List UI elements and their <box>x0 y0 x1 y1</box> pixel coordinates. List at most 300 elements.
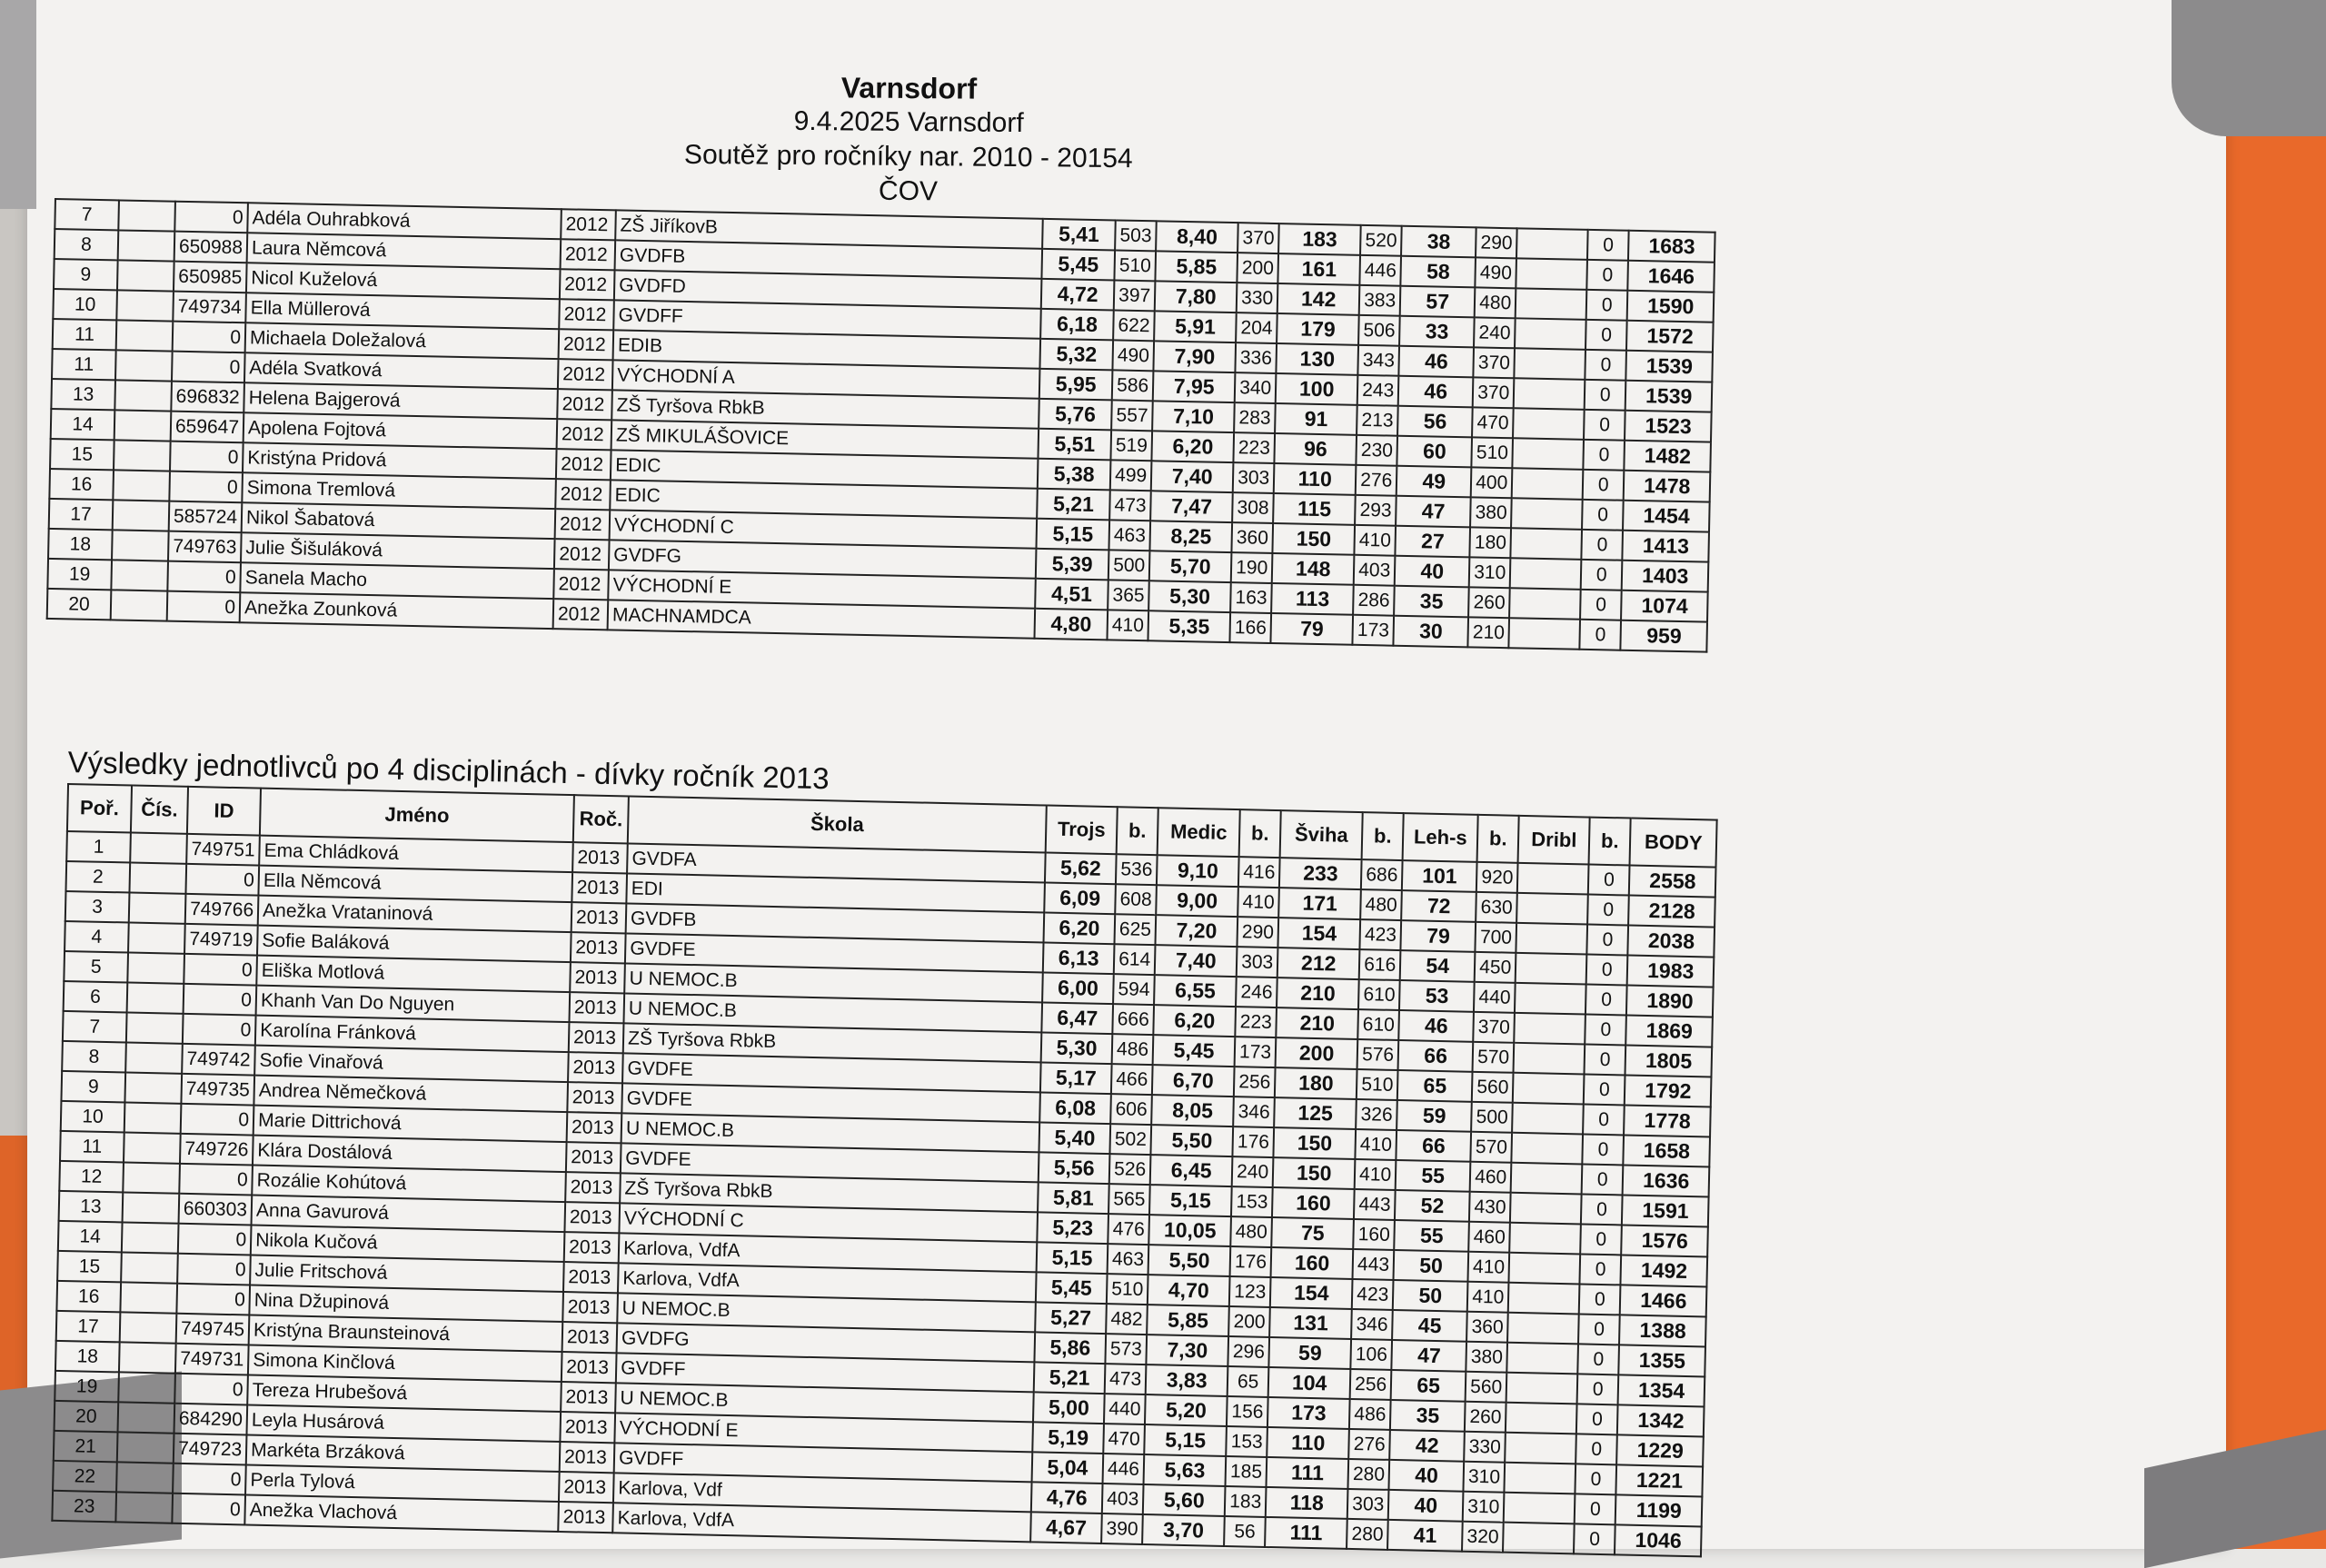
dribl-points-cell: 0 <box>1587 895 1629 926</box>
trojs-cell: 4,80 <box>1035 609 1108 640</box>
school-cell: U NEMOC.B <box>617 1293 1036 1332</box>
lehs-points-cell: 400 <box>1471 467 1513 498</box>
trojs-points-cell: 594 <box>1113 974 1155 1005</box>
id-cell: 749723 <box>174 1434 247 1465</box>
trojs-cell: 5,56 <box>1039 1152 1110 1184</box>
lehs-cell: 66 <box>1397 1130 1472 1162</box>
school-cell: Karlova, VdfA <box>619 1233 1038 1272</box>
rank-cell: 18 <box>48 529 113 560</box>
lehs-cell: 35 <box>1390 1400 1466 1432</box>
name-cell: Anežka Zounková <box>240 592 554 629</box>
sviha-points-cell: 423 <box>1352 1279 1394 1310</box>
medic-cell: 7,30 <box>1147 1335 1229 1366</box>
lehs-points-cell: 920 <box>1476 862 1518 893</box>
name-cell: Adéla Svatková <box>244 352 559 389</box>
school-cell: EDIC <box>610 480 1038 518</box>
id-cell: 0 <box>183 1014 256 1046</box>
dribl-cell <box>1511 528 1583 560</box>
id-cell: 749731 <box>175 1344 249 1375</box>
sviha-cell: 154 <box>1278 918 1361 949</box>
number-cell <box>120 1312 177 1343</box>
medic-points-cell: 153 <box>1231 1186 1273 1217</box>
total-points-cell: 1478 <box>1624 471 1711 502</box>
sviha-cell: 130 <box>1277 343 1359 375</box>
name-cell: Kristýna Braunsteinová <box>249 1315 563 1353</box>
results-table-2012 <box>46 198 1716 653</box>
lehs-cell: 58 <box>1401 256 1476 288</box>
trojs-header: Trojs <box>1046 806 1118 855</box>
header-date-place: 9.4.2025 Varnsdorf <box>793 105 1024 139</box>
lehs-points-cell: 480 <box>1475 287 1516 318</box>
id-cell: 0 <box>174 1374 248 1405</box>
id-cell: 696832 <box>171 382 244 413</box>
trojs-cell: 6,00 <box>1042 972 1114 1004</box>
trojs-points-cell: 476 <box>1108 1214 1149 1245</box>
trojs-points-cell: 606 <box>1110 1094 1152 1125</box>
dribl-cell <box>1503 1523 1575 1554</box>
medic-cell: 7,95 <box>1153 371 1236 402</box>
id-cell: 0 <box>172 352 245 383</box>
rank-cell: 11 <box>53 319 117 350</box>
medic-cell: 6,20 <box>1152 431 1235 462</box>
lehs-cell: 55 <box>1396 1160 1471 1192</box>
sviha-cell: 104 <box>1268 1367 1351 1399</box>
trojs-points-cell: 586 <box>1112 370 1154 401</box>
name-cell: Sofie Baláková <box>257 926 572 963</box>
medic-points-cell: 330 <box>1237 283 1278 313</box>
medic-points-cell: 176 <box>1233 1126 1275 1157</box>
medic-points-cell: 303 <box>1233 462 1275 493</box>
trojs-cell: 5,86 <box>1035 1332 1107 1364</box>
lehs-points-cell: 210 <box>1468 617 1510 648</box>
sviha-points-cell: 616 <box>1359 949 1401 980</box>
total-points-cell: 1890 <box>1626 985 1714 1017</box>
dribl-cell <box>1513 408 1585 440</box>
number-cell <box>122 1222 179 1253</box>
medic-points-cell: 166 <box>1230 612 1272 643</box>
trojs-cell: 5,04 <box>1032 1452 1104 1484</box>
header-competition: Soutěž pro ročníky nar. 2010 - 20154 <box>683 139 1133 174</box>
dribl-points-cell: 0 <box>1587 925 1629 956</box>
sviha-cell: 59 <box>1269 1337 1352 1369</box>
lehs-cell: 27 <box>1396 526 1471 558</box>
dribl-points-cell: 0 <box>1584 1074 1625 1105</box>
sviha-cell: 160 <box>1272 1187 1355 1219</box>
id-cell: 0 <box>167 591 241 623</box>
total-points-cell: 1403 <box>1622 561 1709 592</box>
trojs-points-cell: 486 <box>1112 1034 1154 1065</box>
lehs-points-cell: 460 <box>1470 1162 1512 1193</box>
lehs-cell: 50 <box>1393 1280 1468 1312</box>
lehs-cell: 59 <box>1397 1100 1472 1132</box>
medic-cell: 5,45 <box>1153 1035 1236 1067</box>
sviha-points-cell: 510 <box>1357 1069 1398 1100</box>
trojs-cell: 5,30 <box>1041 1032 1113 1064</box>
sheet-header <box>590 68 1227 212</box>
trojs-cell: 5,45 <box>1036 1272 1108 1304</box>
name-cell: Laura Němcová <box>247 233 562 269</box>
lehs-points-cell: 500 <box>1471 1102 1513 1133</box>
trojs-points-cell: 365 <box>1108 580 1149 610</box>
name-cell: Ella Němcová <box>259 866 573 903</box>
sviha-points-cell: 410 <box>1355 525 1397 556</box>
dribl-points-cell: 0 <box>1585 1015 1626 1046</box>
number-cell <box>113 470 170 501</box>
number-cell <box>128 923 185 954</box>
trojs-points-header: b. <box>1117 807 1158 855</box>
sviha-cell: 148 <box>1272 553 1355 585</box>
dribl-cell <box>1516 893 1588 925</box>
id-cell: 0 <box>184 954 257 986</box>
year-cell: 2013 <box>567 1082 622 1113</box>
sviha-points-cell: 410 <box>1356 1129 1397 1160</box>
rank-cell: 13 <box>59 1191 124 1223</box>
sviha-points-cell: 443 <box>1353 1249 1395 1280</box>
dribl-cell <box>1513 1073 1585 1105</box>
name-cell: Nikol Šabatová <box>242 502 556 539</box>
dribl-cell <box>1516 228 1588 260</box>
medic-cell: 5,63 <box>1144 1454 1227 1486</box>
sviha-cell: 79 <box>1271 613 1354 645</box>
dribl-points-cell: 0 <box>1580 1224 1622 1255</box>
trojs-points-cell: 502 <box>1110 1124 1152 1155</box>
sviha-points-cell: 280 <box>1347 1519 1388 1550</box>
sviha-points-cell: 173 <box>1353 615 1395 646</box>
rank-cell: 20 <box>47 589 112 620</box>
medic-points-cell: 223 <box>1234 432 1276 463</box>
dribl-points-cell: 0 <box>1588 865 1630 896</box>
year-cell: 2013 <box>571 932 626 963</box>
total-points-cell: 1074 <box>1621 590 1708 622</box>
total-points-cell: 959 <box>1621 620 1708 652</box>
dribl-cell <box>1509 618 1581 650</box>
sviha-points-cell: 256 <box>1350 1369 1392 1400</box>
dribl-cell <box>1509 1253 1581 1285</box>
lehs-cell: 30 <box>1394 616 1469 648</box>
school-cell: VÝCHODNÍ A <box>612 360 1040 398</box>
medic-points-cell: 153 <box>1226 1426 1267 1457</box>
total-points-cell: 1229 <box>1616 1434 1704 1466</box>
lehs-points-cell: 260 <box>1468 587 1510 618</box>
medic-points-cell: 56 <box>1224 1516 1266 1547</box>
school-cell: GVDFF <box>616 1353 1035 1392</box>
medic-cell: 6,45 <box>1150 1155 1233 1186</box>
year-cell: 2013 <box>561 1382 616 1413</box>
total-points-cell: 1658 <box>1624 1135 1711 1166</box>
name-cell: Adéla Ouhrabková <box>247 203 562 239</box>
dribl-points-cell: 0 <box>1585 320 1627 351</box>
dribl-cell <box>1517 863 1589 895</box>
school-cell: GVDFB <box>615 240 1043 278</box>
total-points-cell: 1355 <box>1619 1345 1706 1376</box>
dribl-points-cell: 0 <box>1575 1494 1616 1524</box>
lehs-cell: 41 <box>1387 1520 1463 1552</box>
sviha-cell: 111 <box>1267 1457 1349 1489</box>
name-cell: Ella Müllerová <box>245 293 560 329</box>
lehs-points-cell: 570 <box>1471 1132 1513 1163</box>
lehs-cell: 40 <box>1389 1460 1465 1492</box>
dribl-cell <box>1515 348 1586 380</box>
dribl-header: Dribl <box>1518 816 1590 865</box>
dribl-cell <box>1507 1343 1579 1374</box>
trojs-points-cell: 473 <box>1109 490 1151 521</box>
name-cell: Ema Chládková <box>259 836 573 873</box>
id-cell: 749735 <box>181 1074 254 1106</box>
number-cell <box>114 380 172 411</box>
number-cell <box>125 1042 183 1073</box>
rank-cell: 4 <box>65 921 129 953</box>
year-cell: 2012 <box>553 569 609 600</box>
trojs-points-cell: 519 <box>1111 430 1153 461</box>
trojs-cell: 6,13 <box>1043 942 1115 974</box>
id-cell: 0 <box>167 561 241 593</box>
dribl-points-cell: 0 <box>1585 1044 1626 1075</box>
sviha-points-cell: 410 <box>1355 1159 1397 1190</box>
trojs-points-cell: 500 <box>1108 550 1150 581</box>
sviha-points-cell: 686 <box>1361 859 1403 890</box>
year-cell: 2013 <box>570 962 625 993</box>
year-cell: 2013 <box>562 1352 617 1383</box>
medic-points-cell: 200 <box>1238 253 1279 283</box>
sviha-points-cell: 486 <box>1349 1399 1391 1430</box>
dribl-points-cell: 0 <box>1574 1523 1615 1554</box>
year-cell: 2012 <box>554 539 610 570</box>
sviha-cell: 115 <box>1273 493 1356 525</box>
medic-points-cell: 416 <box>1238 857 1280 888</box>
trojs-cell: 6,18 <box>1040 309 1114 341</box>
name-cell: Andrea Němečková <box>253 1076 568 1113</box>
id-cell: 659647 <box>171 412 244 443</box>
trojs-points-cell: 557 <box>1111 400 1153 431</box>
dribl-points-cell: 0 <box>1580 590 1622 620</box>
school-cell: GVDFB <box>626 903 1045 942</box>
rank-cell: 5 <box>64 951 128 983</box>
number-cell <box>111 560 168 590</box>
name-cell: Helena Bajgerová <box>244 382 558 419</box>
medic-cell: 5,85 <box>1147 1305 1229 1336</box>
year-cell: 2013 <box>564 1232 620 1263</box>
school-cell: ZŠ MIKULÁŠOVICE <box>611 420 1039 458</box>
id-cell: 0 <box>169 471 243 503</box>
dribl-points-cell: 0 <box>1585 985 1627 1016</box>
dribl-points-cell: 0 <box>1576 1434 1617 1464</box>
number-cell <box>130 833 187 864</box>
rank-cell: 18 <box>55 1341 120 1373</box>
name-cell: Marie Dittrichová <box>253 1106 568 1143</box>
school-header: Škola <box>628 796 1047 852</box>
trojs-cell: 5,23 <box>1037 1212 1108 1244</box>
lehs-cell: 35 <box>1394 586 1469 618</box>
rank-cell: 14 <box>51 409 115 440</box>
name-cell: Julie Fritschová <box>250 1255 564 1293</box>
medic-cell: 9,00 <box>1156 885 1238 917</box>
medic-cell: 8,25 <box>1150 521 1233 552</box>
number-cell <box>118 1372 175 1403</box>
rank-cell: 6 <box>64 981 128 1013</box>
rank-cell: 10 <box>53 289 117 320</box>
dribl-points-cell: 0 <box>1578 1344 1620 1374</box>
rank-cell: 14 <box>58 1221 123 1253</box>
name-cell: Leyla Husárová <box>247 1404 562 1442</box>
lehs-cell: 54 <box>1400 950 1476 982</box>
sviha-cell: 100 <box>1276 373 1358 405</box>
medic-cell: 6,20 <box>1153 1005 1236 1037</box>
total-points-cell: 1342 <box>1617 1404 1705 1436</box>
lehs-cell: 66 <box>1398 1040 1474 1072</box>
medic-cell: 3,70 <box>1142 1514 1225 1546</box>
medic-points-cell: 123 <box>1229 1276 1271 1307</box>
name-cell: Kristýna Pridová <box>243 442 557 479</box>
year-cell: 2012 <box>557 419 612 450</box>
rank-cell: 10 <box>61 1101 125 1133</box>
number-cell <box>115 1492 173 1523</box>
medic-points-cell: 283 <box>1234 402 1276 433</box>
school-cell: GVDFE <box>625 933 1044 972</box>
id-cell: 0 <box>184 984 257 1016</box>
medic-cell: 5,70 <box>1149 551 1232 582</box>
number-cell <box>113 500 170 531</box>
number-cell <box>116 1462 174 1493</box>
sviha-points-cell: 403 <box>1354 555 1396 586</box>
lehs-points-cell: 700 <box>1476 922 1517 953</box>
sviha-cell: 142 <box>1277 283 1360 315</box>
medic-cell: 7,47 <box>1150 491 1233 522</box>
trojs-points-cell: 440 <box>1104 1394 1146 1424</box>
trojs-cell: 5,40 <box>1039 1122 1111 1154</box>
school-cell: U NEMOC.B <box>624 963 1043 1002</box>
dribl-cell <box>1512 468 1584 500</box>
year-cell: 2013 <box>567 1112 622 1143</box>
total-points-cell: 2128 <box>1628 896 1715 928</box>
dribl-points-cell: 0 <box>1586 955 1628 986</box>
total-points-cell: 1388 <box>1619 1315 1706 1346</box>
lehs-points-cell: 310 <box>1463 1492 1505 1523</box>
medic-cell: 5,20 <box>1145 1394 1228 1426</box>
rank-cell: 19 <box>47 559 112 590</box>
year-cell: 2013 <box>568 1052 623 1083</box>
dribl-cell <box>1510 1193 1582 1225</box>
sviha-cell: 91 <box>1275 403 1357 435</box>
medic-points-cell: 176 <box>1230 1246 1272 1277</box>
rank-cell: 15 <box>57 1251 122 1283</box>
number-cell <box>115 350 173 381</box>
lehs-points-cell: 460 <box>1468 1222 1510 1253</box>
trojs-cell: 6,09 <box>1044 882 1116 914</box>
trojs-points-cell: 397 <box>1114 280 1156 311</box>
medic-cell: 5,50 <box>1148 1245 1231 1276</box>
number-cell <box>124 1102 182 1133</box>
school-cell: GVDFE <box>621 1143 1039 1182</box>
sviha-cell: 179 <box>1277 313 1359 345</box>
sviha-points-cell: 446 <box>1360 255 1402 286</box>
number-cell <box>117 1432 174 1463</box>
year-cell: 2013 <box>563 1262 619 1293</box>
dribl-cell <box>1511 498 1583 530</box>
trojs-points-cell: 473 <box>1105 1364 1147 1394</box>
school-cell: GVDFE <box>622 1053 1041 1092</box>
medic-points-cell: 308 <box>1232 492 1274 523</box>
sviha-points-cell: 576 <box>1357 1039 1399 1070</box>
lehs-points-cell: 290 <box>1476 227 1517 258</box>
medic-points-cell: 303 <box>1237 947 1278 978</box>
number-cell <box>118 200 175 231</box>
lehs-points-cell: 510 <box>1472 437 1514 468</box>
year-cell: 2012 <box>557 389 612 420</box>
orange-board-right <box>2226 0 2326 1549</box>
dribl-points-cell: 0 <box>1583 470 1625 501</box>
trojs-points-cell: 622 <box>1113 310 1155 341</box>
dribl-points-cell: 0 <box>1583 1134 1625 1165</box>
year-cell: 2012 <box>556 449 611 480</box>
trojs-cell: 5,39 <box>1036 549 1109 581</box>
name-cell: Klára Dostálová <box>253 1136 567 1173</box>
school-cell: Karlova, Vdf <box>613 1473 1032 1512</box>
total-points-cell: 1778 <box>1624 1105 1711 1136</box>
sviha-points-cell: 480 <box>1360 889 1402 920</box>
trojs-points-cell: 490 <box>1113 340 1155 371</box>
sviha-cell: 131 <box>1269 1307 1352 1339</box>
trojs-cell: 5,32 <box>1040 339 1114 371</box>
trojs-points-cell: 482 <box>1106 1304 1148 1335</box>
dribl-points-cell: 0 <box>1587 230 1629 261</box>
year-cell: 2012 <box>558 359 613 390</box>
rank-cell: 1 <box>66 831 131 863</box>
lehs-points-cell: 370 <box>1474 347 1516 378</box>
school-cell: ZŠ JiříkovB <box>615 210 1043 248</box>
total-points-cell: 1199 <box>1615 1494 1703 1526</box>
total-points-cell: 1454 <box>1623 501 1710 532</box>
dribl-cell <box>1509 1223 1581 1255</box>
trojs-points-cell: 470 <box>1103 1424 1145 1454</box>
rank-cell: 9 <box>54 259 118 290</box>
dribl-cell <box>1514 378 1585 410</box>
rank-cell: 22 <box>53 1461 117 1493</box>
school-cell: GVDFD <box>614 270 1042 308</box>
id-cell: 749742 <box>182 1044 255 1076</box>
total-points-cell: 1354 <box>1618 1374 1705 1406</box>
total-points-cell: 2558 <box>1629 866 1716 898</box>
total-points-header: BODY <box>1630 819 1717 868</box>
number-cell <box>124 1132 181 1163</box>
medic-points-cell: 240 <box>1232 1156 1274 1187</box>
lehs-points-cell: 320 <box>1462 1522 1504 1553</box>
lehs-points-cell: 370 <box>1473 1012 1515 1043</box>
rank-cell: 9 <box>61 1071 125 1103</box>
lehs-points-cell: 360 <box>1466 1312 1508 1343</box>
medic-points-cell: 410 <box>1238 887 1279 918</box>
school-cell: ZŠ Tyršova RbkB <box>623 1023 1042 1062</box>
lehs-points-cell: 180 <box>1470 527 1512 558</box>
sviha-cell: 150 <box>1273 1157 1356 1189</box>
medic-points-cell: 156 <box>1227 1396 1268 1427</box>
sviha-cell: 96 <box>1275 433 1357 465</box>
number-cell <box>116 320 174 351</box>
dribl-cell <box>1510 558 1582 590</box>
dribl-cell <box>1511 1163 1583 1195</box>
id-cell: 684290 <box>174 1404 247 1435</box>
medic-cell: 7,10 <box>1152 401 1235 432</box>
medic-cell: 5,91 <box>1154 311 1237 342</box>
trojs-points-cell: 614 <box>1114 944 1156 975</box>
lehs-points-cell: 490 <box>1476 257 1517 288</box>
trojs-points-cell: 463 <box>1109 520 1151 551</box>
lehs-points-cell: 560 <box>1472 1072 1514 1103</box>
sviha-cell: 113 <box>1271 583 1354 615</box>
id-header: ID <box>187 787 261 836</box>
dribl-points-cell: 0 <box>1586 290 1628 321</box>
sviha-cell: 183 <box>1278 223 1361 255</box>
rank-cell: 8 <box>55 229 119 260</box>
